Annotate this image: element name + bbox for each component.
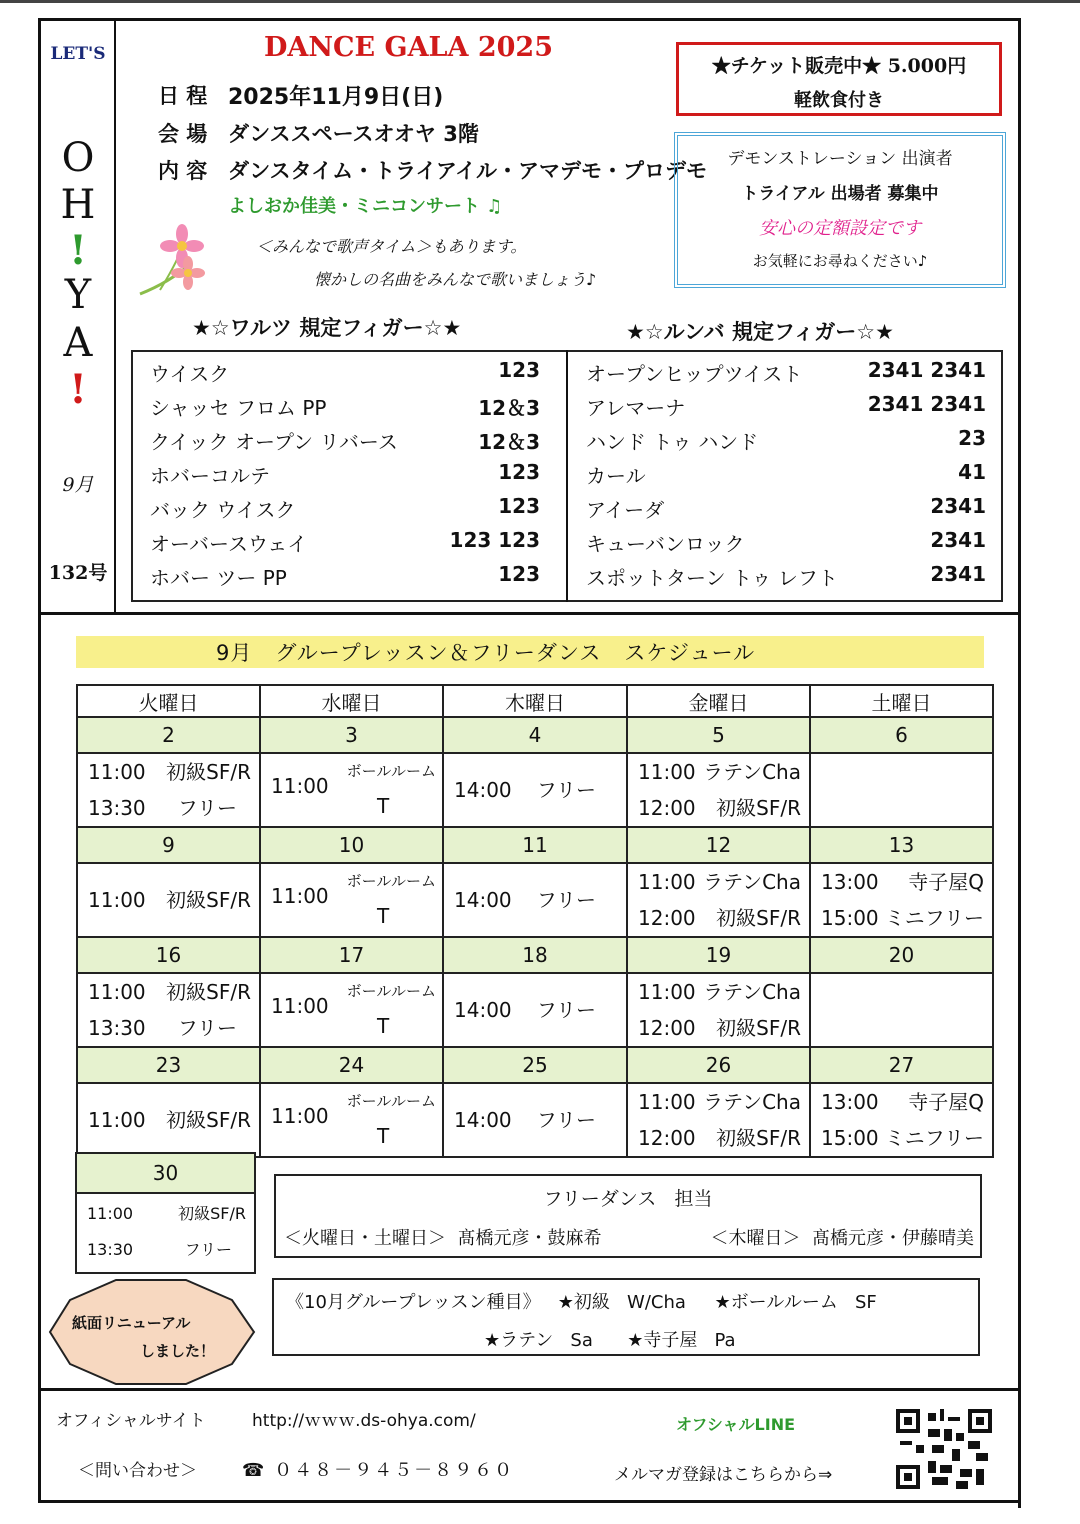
lesson-cell: [627, 753, 810, 827]
figure-name: ウイスク: [150, 362, 230, 386]
lesson-slot: 11:00 初級SF/R: [88, 888, 251, 912]
figure-count: 2341: [930, 562, 986, 586]
contact-label: ＜問い合わせ＞: [78, 1461, 197, 1481]
gala-note: ＜みんなで歌声タイム＞もあります。: [256, 237, 527, 256]
lets-label: LET'S: [50, 44, 106, 64]
figure-count: 123: [498, 494, 540, 518]
frame-bottom: [38, 1500, 1020, 1503]
issue-number: 132号: [48, 562, 108, 584]
venue-label: 会 場: [158, 122, 208, 146]
demo-box: [674, 132, 1006, 288]
figure-count: 23: [958, 426, 986, 450]
lesson-cell: 11:00 ボールルーム T: [260, 1083, 443, 1157]
date-cell: 19: [627, 937, 810, 973]
slot: 11:00 初級SF/R: [87, 1204, 246, 1223]
lesson-slot: 12:00 初級SF/R: [638, 796, 801, 820]
brand-letter: !: [69, 366, 87, 413]
content-label: 内 容: [158, 159, 208, 183]
lesson-slot: 14:00 フリー: [454, 1108, 596, 1132]
date-cell: 26: [627, 1047, 810, 1083]
lesson-cell: 11:00 ボールルーム T: [260, 973, 443, 1047]
figure-name: スポットターン トゥ レフト: [586, 566, 838, 590]
free-dance-left: ＜火曜日・土曜日＞ 髙橋元彦・鼓麻希: [284, 1228, 602, 1249]
lesson-slot: 11:00 ラテンCha: [638, 760, 801, 784]
figure-count: 2341: [930, 494, 986, 518]
figure-name: アイーダ: [586, 498, 665, 522]
date-cell: 4: [443, 717, 627, 753]
lesson-slot: 14:00 フリー: [454, 998, 596, 1022]
figure-name: ホバーコルテ: [150, 464, 270, 488]
lesson-cell: [77, 863, 260, 937]
lesson-slot: 11:00 初級SF/R: [88, 980, 251, 1004]
flower-icon: [130, 224, 220, 300]
october-box: [272, 1278, 980, 1356]
lesson-cell: [627, 863, 810, 937]
demo-line: 安心の定額設定です: [759, 218, 921, 239]
lesson-cell: [77, 753, 260, 827]
lesson-cell: [443, 1083, 627, 1157]
figure-name: キューバンロック: [586, 532, 745, 556]
date-cell: 25: [443, 1047, 627, 1083]
figure-name: ホバー ツー PP: [150, 566, 287, 590]
date-label: 日 程: [158, 84, 208, 108]
date-cell: 17: [260, 937, 443, 973]
lesson-cell: [627, 973, 810, 1047]
figure-name: クイック オープン リバース: [150, 430, 398, 454]
lesson-slot: 13:30 フリー: [88, 796, 237, 820]
lesson-cell: [810, 973, 993, 1047]
date-cell: 24: [260, 1047, 443, 1083]
date-cell: 9: [77, 827, 260, 863]
date-value: 2025年11月9日(日): [228, 85, 444, 110]
venue-value: ダンススペースオオヤ 3階: [228, 122, 479, 146]
lesson-slot: 15:00 ミニフリー: [821, 906, 984, 930]
lesson-slot: 11:00 初級SF/R: [88, 1108, 251, 1132]
lesson-slot: 11:00 初級SF/R: [88, 760, 251, 784]
date-cell: 6: [810, 717, 993, 753]
demo-line: お気軽にお尋ねください♪: [752, 252, 928, 270]
lesson-cell: [810, 863, 993, 937]
lesson-cell: [77, 973, 260, 1047]
line-label[interactable]: オフシャルLINE: [676, 1415, 796, 1434]
date-cell: 20: [810, 937, 993, 973]
lesson-cell: 11:00 ボールルーム T: [260, 753, 443, 827]
schedule-title: 9月 グループレッスン＆フリーダンス スケジュール: [216, 641, 756, 665]
concert-line: よしおか佳美・ミニコンサート ♫: [228, 196, 503, 217]
lesson-slot: 11:00 ラテンCha: [638, 870, 801, 894]
phone-number[interactable]: ☎ ０４８－９４５－８９６０: [242, 1460, 515, 1481]
figures-divider: [566, 350, 568, 602]
brand-letter: !: [69, 227, 87, 274]
lesson-slot: 13:00 寺子屋Q: [821, 870, 984, 894]
figure-count: 123: [498, 358, 540, 382]
day-header: 火曜日: [77, 685, 260, 717]
gala-note: 懐かしの名曲をみんなで歌いましょう♪: [314, 270, 597, 289]
date-cell: 12: [627, 827, 810, 863]
gala-title: DANCE GALA 2025: [264, 32, 553, 63]
date-cell: 10: [260, 827, 443, 863]
side-month: 9月: [62, 474, 94, 496]
frame-top: [40, 18, 1020, 21]
schedule-table: [76, 684, 994, 1158]
figure-name: シャッセ フロム PP: [150, 396, 327, 420]
lesson-cell: [810, 753, 993, 827]
figure-count: 12＆3: [478, 396, 540, 420]
qr-code-icon[interactable]: [896, 1408, 992, 1490]
brand-letter: O: [61, 135, 95, 181]
site-label: オフィシャルサイト: [56, 1411, 206, 1431]
date-cell: 16: [77, 937, 260, 973]
lesson-cell: [443, 973, 627, 1047]
slot: 13:30 フリー: [87, 1240, 232, 1259]
free-dance-title: フリーダンス 担当: [543, 1188, 713, 1210]
figure-count: 2341: [930, 528, 986, 552]
lesson-cell: [77, 1083, 260, 1157]
date-cell: 23: [77, 1047, 260, 1083]
renewal-text: しました！: [140, 1342, 216, 1360]
free-dance-right: ＜木曜日＞ 髙橋元彦・伊藤晴美: [710, 1228, 974, 1249]
figure-name: ハンド トゥ ハンド: [586, 430, 759, 454]
figure-count: 2341 2341: [867, 392, 986, 416]
figure-count: 41: [958, 460, 986, 484]
lesson-slot: 11:00 ラテンCha: [638, 1090, 801, 1114]
ticket-box: [676, 42, 1002, 116]
lesson-slot: 15:00 ミニフリー: [821, 1126, 984, 1150]
lesson-cell: [810, 1083, 993, 1157]
rumba-title: ★☆ルンバ 規定フィガー☆★: [626, 320, 894, 344]
brand-letter: A: [63, 320, 93, 366]
lesson-slot: 12:00 初級SF/R: [638, 906, 801, 930]
figure-name: オーバースウェイ: [150, 532, 308, 556]
day-header: 土曜日: [810, 685, 993, 717]
date-cell: 5: [627, 717, 810, 753]
figure-count: 123: [498, 460, 540, 484]
figure-name: バック ウイスク: [150, 498, 296, 522]
date-cell: 3: [260, 717, 443, 753]
day-header: 木曜日: [443, 685, 627, 717]
october-line: 《10月グループレッスン種目》 ★初級 W/Cha ★ボールルーム SF: [286, 1292, 877, 1313]
brand-letter: H: [60, 182, 96, 228]
figure-count: 123 123: [449, 528, 540, 552]
frame-right: [1018, 18, 1021, 1508]
brand-letter: Y: [64, 272, 92, 318]
content-value: ダンスタイム・トライアイル・アマデモ・プロデモ: [228, 159, 708, 183]
day-header: 水曜日: [260, 685, 443, 717]
lesson-slot: 13:30 フリー: [88, 1016, 237, 1040]
date-cell: 2: [77, 717, 260, 753]
lesson-slot: 14:00 フリー: [454, 778, 596, 802]
date-cell: 11: [443, 827, 627, 863]
renewal-text: 紙面リニューアル: [72, 1314, 191, 1332]
mailmag-link[interactable]: メルマガ登録はこちらから⇒: [614, 1465, 833, 1485]
site-url[interactable]: http://ｗｗｗ.ds-ohya.com/: [252, 1411, 476, 1431]
date-cell: 30: [77, 1154, 254, 1194]
lesson-slot: 13:00 寺子屋Q: [821, 1090, 984, 1114]
ticket-line: 軽飲食付き: [794, 90, 884, 111]
day-header: 金曜日: [627, 685, 810, 717]
date-cell: 13: [810, 827, 993, 863]
schedule-cell-30: [75, 1152, 256, 1274]
frame-left-lower: [38, 612, 41, 1502]
ticket-line: ★チケット販売中★ 5.000円: [711, 55, 967, 77]
lesson-cell: 11:00 ボールルーム T: [260, 863, 443, 937]
date-cell: 18: [443, 937, 627, 973]
date-cell: 27: [810, 1047, 993, 1083]
demo-line: トライアル 出場者 募集中: [741, 184, 939, 204]
figure-name: オープンヒップツイスト: [586, 362, 803, 386]
figure-count: 123: [498, 562, 540, 586]
top-edge: [0, 0, 1080, 3]
free-dance-box: [274, 1174, 982, 1258]
frame-mid: [38, 612, 1020, 615]
lesson-cell: [627, 1083, 810, 1157]
lesson-slot: 14:00 フリー: [454, 888, 596, 912]
lesson-cell: [443, 753, 627, 827]
figure-name: アレマーナ: [586, 396, 686, 420]
lesson-slot: 11:00 ラテンCha: [638, 980, 801, 1004]
lesson-slot: 12:00 初級SF/R: [638, 1016, 801, 1040]
lesson-cell: [443, 863, 627, 937]
figure-name: カール: [586, 464, 646, 488]
lesson-slot: 12:00 初級SF/R: [638, 1126, 801, 1150]
demo-line: デモンストレーション 出演者: [727, 149, 953, 169]
october-line: ★ラテン Sa ★寺子屋 Pa: [484, 1330, 736, 1351]
figure-count: 2341 2341: [867, 358, 986, 382]
waltz-title: ★☆ワルツ 規定フィガー☆★: [192, 316, 462, 340]
figure-count: 12＆3: [478, 430, 540, 454]
